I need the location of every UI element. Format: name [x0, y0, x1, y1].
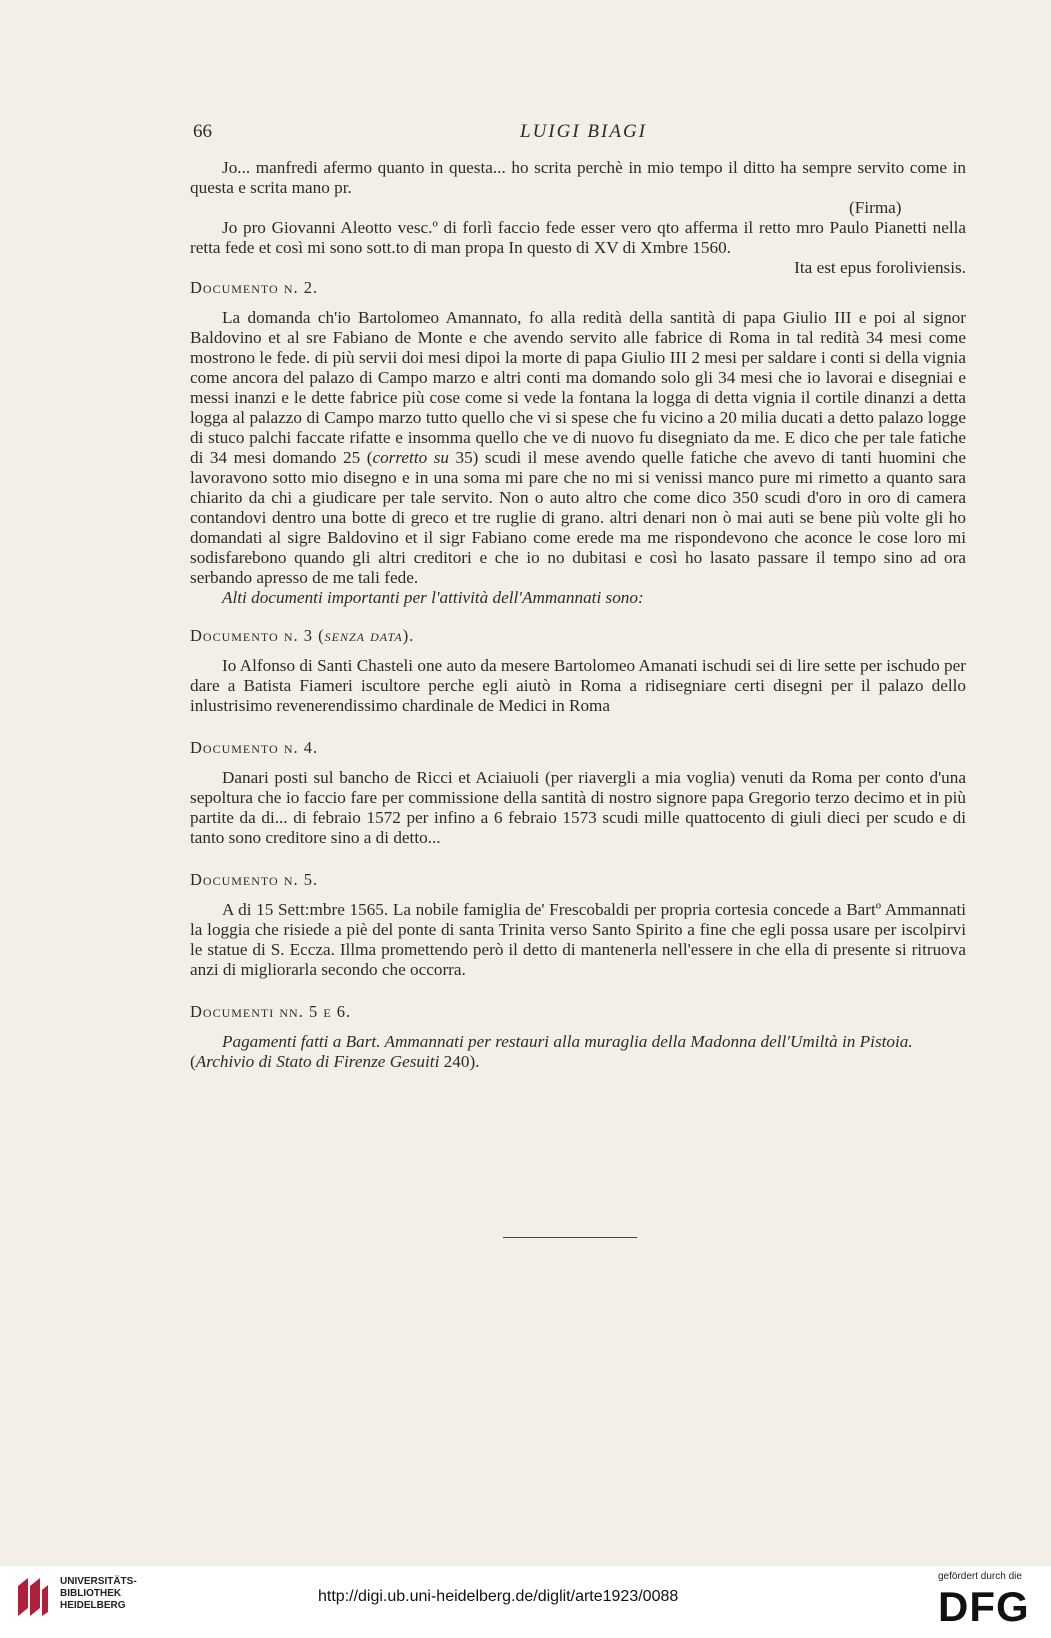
paragraph-amannato-part1: La domanda ch'io Bartolomeo Amannato, fo alla redità della santità di papa Giulio III e poi al signor Baldovino et al sre Fabiano de Monte e che avendo servito alle fabrice di Roma in tal redità 34 mesi come mostrono le fede. di più servii doi mesi dipoi la morte di papa Giulio III 2 mesi per saldare i conti si della vignia come ancora del palazo di Campo marzo e altri conti ma domando solo gli 34 mesi che io lavorai e disegniai e messi inanzi e le dette fabrice più cose come si vede la fontana la logga di detta vignia il cortile dinanzi a detta logga al palazzo di Campo marzo tutto quello che vi si spese che fu vicino a 20 milia ducati a detto palazo logge di stuco palchi faccate rifatte e insomma quello che ve di nuovo fu disegniato da me. E dico che per tale fatiche di 34 mesi domando 25 (	[190, 308, 966, 467]
signature-note	[190, 198, 966, 218]
library-name-line3: HEIDELBERG	[60, 1600, 126, 1611]
library-name	[60, 1576, 137, 1612]
doc-5-6-heading: Documenti nn. 5 e 6.	[190, 1002, 352, 1021]
archive-name: Archivio di Stato di Firenze Gesuiti	[195, 1052, 440, 1071]
dfg-logo: DFG	[938, 1583, 1030, 1630]
archive-number: 240).	[439, 1052, 480, 1071]
doc-2-heading: Documento n. 2.	[190, 278, 319, 297]
footer-bar	[0, 1566, 1051, 1638]
page-number: 66	[193, 121, 212, 142]
other-documents-intro: Alti documenti importanti per l'attività dell'Ammannati sono:	[222, 588, 644, 607]
archive-open: (	[190, 1052, 196, 1071]
doc-3-heading-close: ).	[402, 626, 415, 645]
paragraph-amannato-part2: 35) scudi il mese avendo quelle fatiche che avevo di tanti huomini che lavoravono sotto mio disegno e in una soma mi pare che no mi si venissi manco pure mi rimetto a quanto sara chiarito da chi a giudicare per tale servito. Non o auto altro che come dico 350 scudi d'oro in oro di camera contandovi dentro una botte di greco et tre ruglie di grano. altri denari non ò mai auti se bene più volte gli ho domandati al sigre Baldovino et il sigr Fabiano come erede ma me rispondevono che aconce le cose loro mi sodisfarebono quando gli altri creditori e che io no dubitasi e così ho lasato passare il tempo sino ad ora serbando apresso de me tali fede.	[190, 448, 966, 587]
doc-3-heading	[190, 626, 966, 646]
library-name-line1: UNIVERSITÄTS-	[60, 1576, 137, 1587]
doc-3-heading-italic: senza data	[324, 626, 403, 645]
firma-text: (Firma)	[849, 198, 902, 217]
document-body	[190, 158, 966, 1072]
page-header	[0, 117, 1051, 147]
funder-caption: gefördert durch die	[938, 1571, 1022, 1582]
ita-est-line: Ita est epus foroliviensis.	[794, 258, 966, 277]
paragraph-aleotto: Jo pro Giovanni Aleotto vesc.º di forlì faccio fede esser vero qto afferma il retto mro Paulo Pianetti nella retta fede et così mi sono sott.to di man propa In questo di XV di Xmbre 1560.	[190, 218, 966, 257]
paragraph-alfonso: Io Alfonso di Santi Chasteli one auto da mesere Bartolomeo Amanati ischudi sei di lire sette per ischudo per dare a Batista Fiameri iscultore perche egli aiutò in Roma a ridisegniare certi disegni per il palazo dello inlustrisimo revenerendissimo chardinale de Medici in Roma	[190, 656, 966, 715]
end-rule	[503, 1237, 637, 1238]
paragraph-danari: Danari posti sul bancho de Ricci et Aciaiuoli (per riavergli a mia voglia) venuti da Roma per conto d'una sepoltura che io faccio fare per commissione della santità di nostro signore papa Gregorio terzo decimo et in più partite da di... di febraio 1572 per infino a 6 febraio 1573 scudi mille quattocento di giuli dieci per scudo e di tanto sono creditore sino a di detto...	[190, 768, 966, 847]
paragraph-manfredi: Jo... manfredi afermo quanto in questa... ho scrita perchè in mio tempo il ditto ha sempre servito come in questa e scrita mano pr.	[190, 158, 966, 197]
doc-3-heading-text: Documento n. 3 (	[190, 626, 325, 645]
university-library-logo-icon	[12, 1572, 52, 1622]
doc-5-heading: Documento n. 5.	[190, 870, 319, 889]
pagamenti-note: Pagamenti fatti a Bart. Ammannati per restauri alla muraglia della Madonna dell'Umiltà in Pistoia.	[222, 1032, 913, 1051]
library-name-line2: BIBLIOTHEK	[60, 1588, 122, 1599]
doc-4-heading: Documento n. 4.	[190, 738, 319, 757]
correction-note: corretto su	[372, 448, 449, 467]
running-head: LUIGI BIAGI	[520, 121, 648, 142]
permalink-url[interactable]: http://digi.ub.uni-heidelberg.de/diglit/arte1923/0088	[318, 1588, 679, 1605]
paragraph-frescobaldi: A di 15 Sett:mbre 1565. La nobile famiglia de' Frescobaldi per propria cortesia concede a Bartº Ammannati la loggia che risiede a piè del ponte di santa Trinita verso Santo Spirito a fine che egli possa usare per iscolpirvi le statue di S. Eccza. Illma promettendo però il detto di mantenerla nell'essere in che ella di presente si ritruova anzi di migliorarla secondo che occorra.	[190, 900, 966, 979]
archive-reference	[190, 1052, 966, 1072]
paragraph-amannato	[190, 308, 966, 588]
